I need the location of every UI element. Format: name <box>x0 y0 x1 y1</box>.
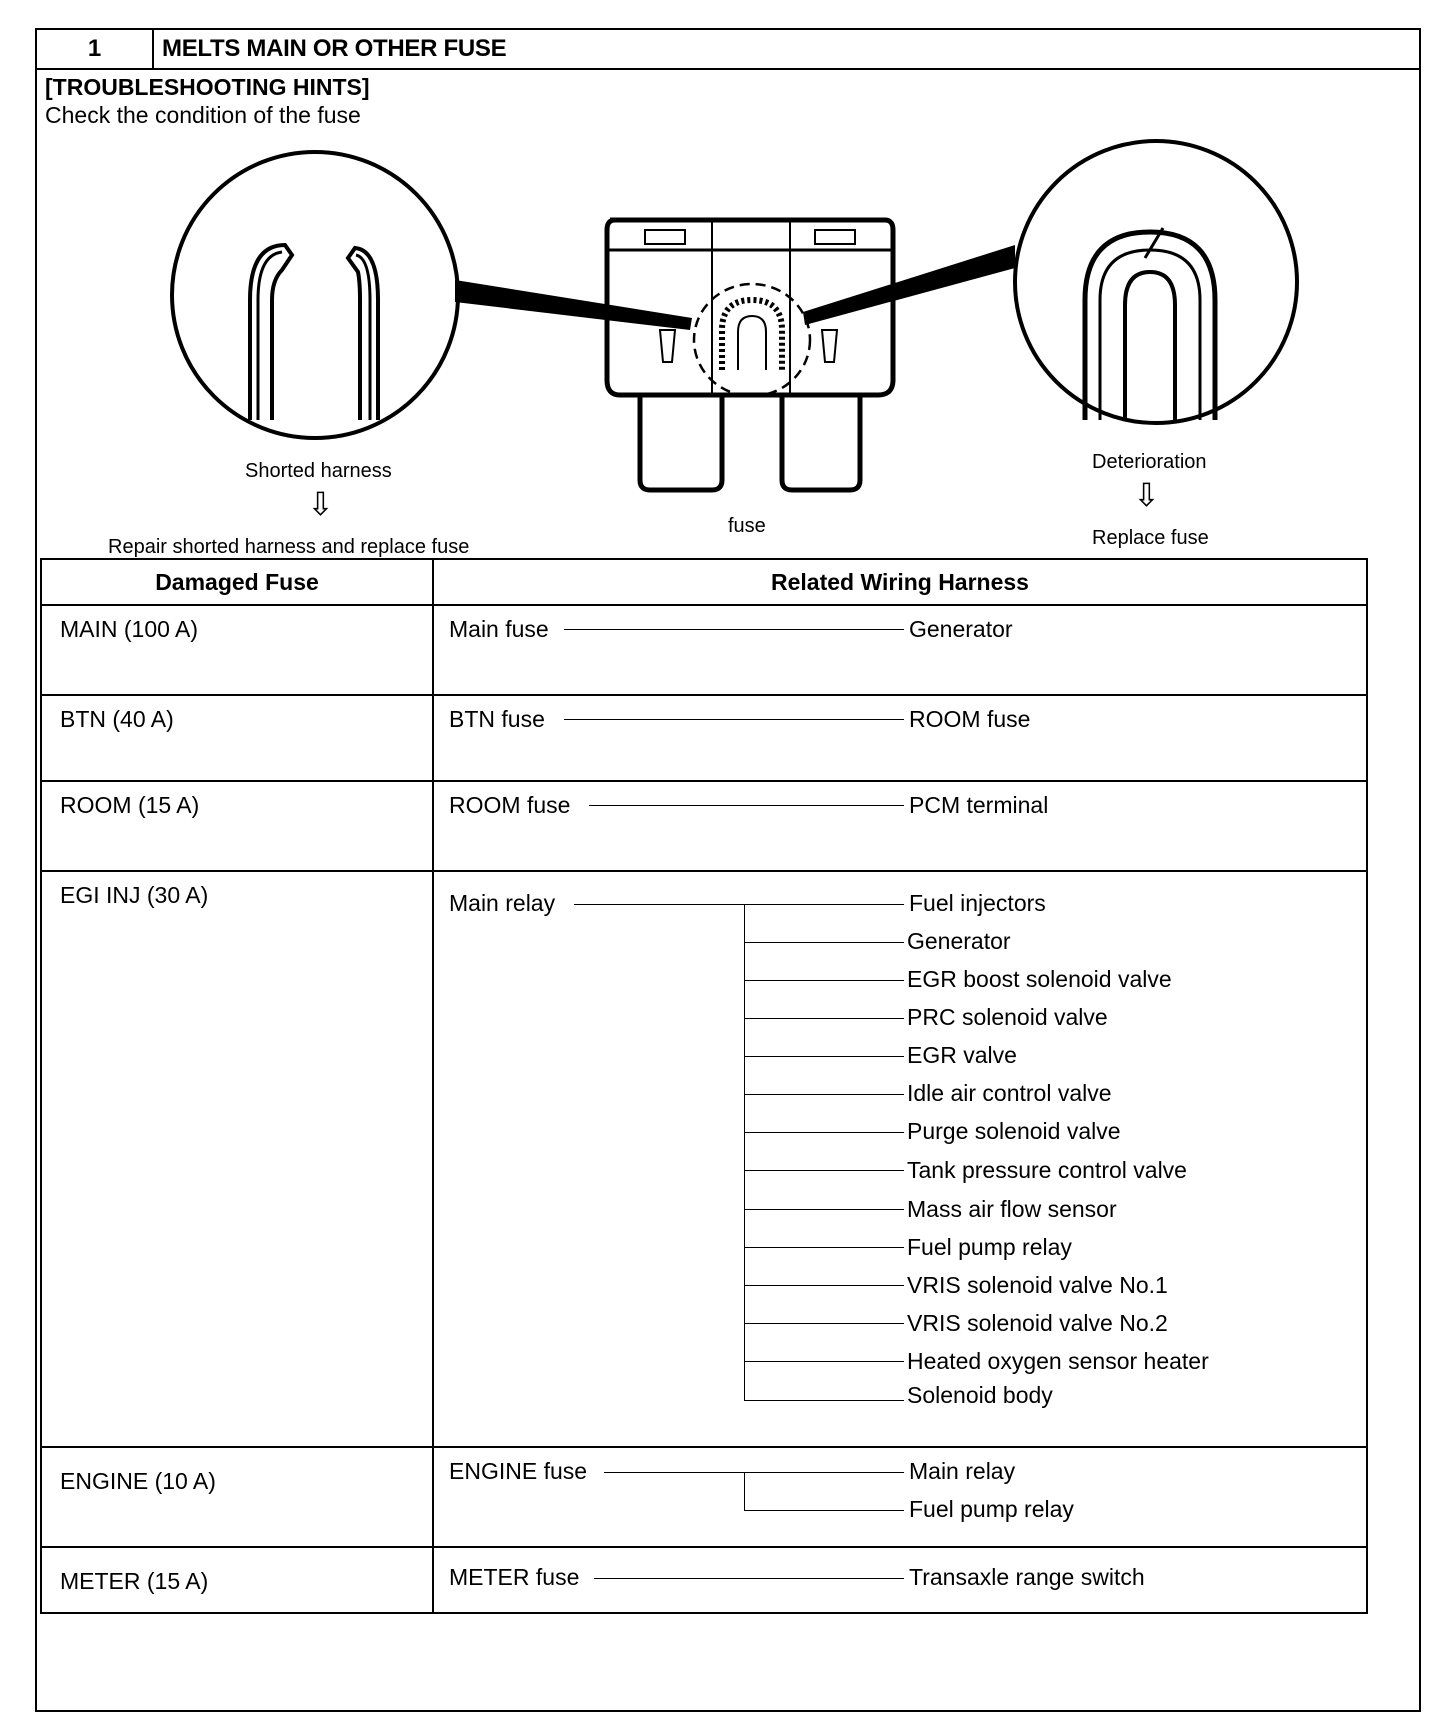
down-arrow-icon: ⇩ <box>307 486 334 522</box>
wire-line <box>604 1472 904 1473</box>
hints-text: Check the condition of the fuse <box>45 102 361 128</box>
wire-line <box>744 1400 904 1401</box>
harness-target: VRIS solenoid valve No.1 <box>907 1272 1168 1298</box>
harness-target: Generator <box>909 616 1013 642</box>
hints-heading: [TROUBLESHOOTING HINTS] <box>45 74 370 100</box>
harness-target: VRIS solenoid valve No.2 <box>907 1310 1168 1336</box>
wire-line <box>574 904 904 905</box>
table-row <box>41 1547 1367 1613</box>
wire-line <box>564 629 904 630</box>
harness-target: Solenoid body <box>907 1382 1053 1408</box>
wire-line <box>744 1094 904 1095</box>
table-row <box>41 1447 1367 1547</box>
shorted-harness-label: Shorted harness <box>245 460 392 482</box>
harness-cell <box>433 605 1367 695</box>
harness-source: ROOM fuse <box>449 792 571 818</box>
wire-line <box>744 1056 904 1057</box>
fuse-cell: METER (15 A) <box>41 1547 433 1613</box>
deterioration-action: Replace fuse <box>1092 527 1209 549</box>
harness-target: Idle air control valve <box>907 1080 1112 1106</box>
wire-line <box>594 1578 904 1579</box>
fuse-body <box>607 220 893 490</box>
harness-target: Tank pressure control valve <box>907 1157 1187 1183</box>
harness-target: Transaxle range switch <box>909 1564 1145 1590</box>
harness-target: Generator <box>907 928 1011 954</box>
fuse-cell: EGI INJ (30 A) <box>41 871 433 1447</box>
harness-target: PRC solenoid valve <box>907 1004 1108 1030</box>
harness-target: Mass air flow sensor <box>907 1196 1117 1222</box>
table-row <box>41 871 1367 1447</box>
fuse-harness-table <box>40 558 1368 1614</box>
wire-line <box>744 1247 904 1248</box>
fuse-cell: MAIN (100 A) <box>41 605 433 695</box>
deterioration-label: Deterioration <box>1092 451 1207 473</box>
right-callout-beam <box>803 245 1015 325</box>
harness-target: Fuel pump relay <box>909 1496 1074 1522</box>
fuse-cell: BTN (40 A) <box>41 695 433 781</box>
harness-target: PCM terminal <box>909 792 1049 818</box>
wire-line <box>744 1285 904 1286</box>
harness-target: Heated oxygen sensor heater <box>907 1348 1209 1374</box>
wire-branch-line <box>744 904 745 1400</box>
harness-target: EGR boost solenoid valve <box>907 966 1172 992</box>
left-callout-beam <box>455 280 692 330</box>
shorted-harness-action: Repair shorted harness and replace fuse <box>108 536 470 558</box>
fuse-label: fuse <box>728 515 766 537</box>
section-number: 1 <box>37 30 154 68</box>
wire-line <box>744 1361 904 1362</box>
wire-line <box>744 1323 904 1324</box>
harness-target: Main relay <box>909 1458 1016 1484</box>
fuse-illustration <box>0 0 1456 560</box>
harness-cell <box>433 1447 1367 1547</box>
harness-target: Fuel injectors <box>909 890 1046 916</box>
harness-cell <box>433 695 1367 781</box>
wire-line <box>744 942 904 943</box>
harness-cell <box>433 871 1367 1447</box>
wire-line <box>744 1018 904 1019</box>
table-row <box>41 695 1367 781</box>
wire-branch-line <box>744 1472 745 1510</box>
wire-line <box>744 1209 904 1210</box>
harness-source: Main relay <box>449 890 556 916</box>
harness-source: METER fuse <box>449 1564 580 1590</box>
wire-line <box>744 980 904 981</box>
fuse-cell: ENGINE (10 A) <box>41 1447 433 1547</box>
col-header-damaged-fuse: Damaged Fuse <box>41 559 433 605</box>
harness-source: BTN fuse <box>449 706 545 732</box>
harness-target: Fuel pump relay <box>907 1234 1072 1260</box>
shorted-harness-detail <box>172 152 458 438</box>
harness-cell <box>433 781 1367 871</box>
section-title: MELTS MAIN OR OTHER FUSE <box>162 35 507 62</box>
table-row <box>41 781 1367 871</box>
table-row <box>41 605 1367 695</box>
harness-source: Main fuse <box>449 616 549 642</box>
wire-line <box>744 1510 904 1511</box>
deterioration-detail <box>1015 141 1297 423</box>
harness-cell <box>433 1547 1367 1613</box>
wire-line <box>589 805 904 806</box>
harness-source: ENGINE fuse <box>449 1458 588 1484</box>
harness-target: EGR valve <box>907 1042 1017 1068</box>
wire-line <box>564 719 904 720</box>
harness-target: ROOM fuse <box>909 706 1031 732</box>
wire-line <box>744 1132 904 1133</box>
wire-line <box>744 1170 904 1171</box>
fuse-cell: ROOM (15 A) <box>41 781 433 871</box>
table-header-row <box>41 559 1367 605</box>
col-header-related-harness: Related Wiring Harness <box>433 559 1367 605</box>
down-arrow-icon: ⇩ <box>1133 477 1160 513</box>
harness-target: Purge solenoid valve <box>907 1118 1121 1144</box>
